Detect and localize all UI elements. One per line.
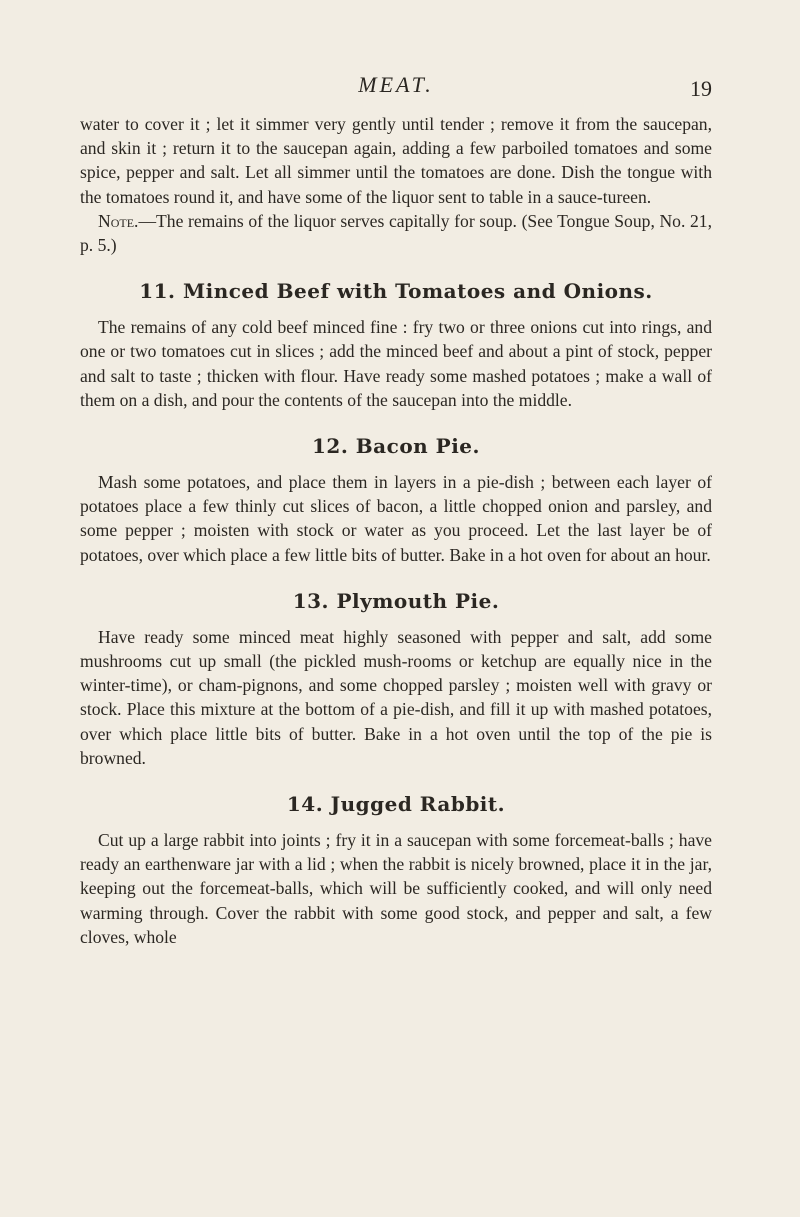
recipe-title: 14. Jugged Rabbit. [286,792,506,817]
running-title: MEAT. [358,72,434,97]
recipe-text: The remains of any cold beef minced fine : fry two or three onions cut into rings, and one or two tomatoes cut in slices ; add the minced beef and about a pint of stock, pepper and salt to taste ; thicken with flour. Have ready some mashed potatoes ; make a wall of them on a dish, and pour the contents of the saucepan into the middle. [80,317,712,410]
intro-paragraph: water to cover it ; let it simmer very gently until tender ; remove it from the saucepan, and skin it ; return it to the saucepan again, adding a few parboiled tomatoes and some spice, pepper and salt. Let all simmer until the tomatoes are done. Dish the tongue with the tomatoes round it, and have some of the liquor sent to table in a sauce-tureen. [80,114,712,207]
recipe-text: Cut up a large rabbit into joints ; fry it in a saucepan with some forcemeat-balls ; have ready an earthenware jar with a lid ; when the rabbit is nicely browned, place it in the jar, keeping out the forcemeat-balls, which will be sufficiently cooked, and will only need warming through. Cover the rabbit with some good stock, and pepper and salt, a few cloves, whole [80,830,712,947]
recipe-text: Mash some potatoes, and place them in layers in a pie-dish ; between each layer of potatoes place a few thinly cut slices of bacon, a little chopped onion and parsley, and some pepper ; moisten with stock or water as you proceed. Let the last layer be of potatoes, over which place a few little bits of butter. Bake in a hot oven for about an hour. [80,472,712,565]
note-label: Note. [98,210,139,231]
recipe-title: 11. Minced Beef with Tomatoes and Onions. [139,279,653,304]
recipe-title: 12. Bacon Pie. [312,434,480,459]
recipe-title: 13. Plymouth Pie. [292,588,500,613]
page-number: 19 [690,76,712,101]
book-page [80,72,712,949]
running-head [80,72,712,112]
note-paragraph [80,209,712,257]
note-text: —The remains of the liquor serves capitally for soup. (See Tongue Soup, No. 21, p. 5.) [80,210,712,256]
recipe-text: Have ready some minced meat highly seasoned with pepper and salt, add some mushrooms cut up small (the pickled mush-rooms or ketchup are equally nice in the winter-time), or cham-pignons, and some chopped parsley ; moisten well with gravy or stock. Place this mixture at the bottom of a pie-dish, and fill it up with mashed potatoes, over which place little bits of butter. Bake in a hot oven until the top of the pie is browned. [80,626,712,768]
